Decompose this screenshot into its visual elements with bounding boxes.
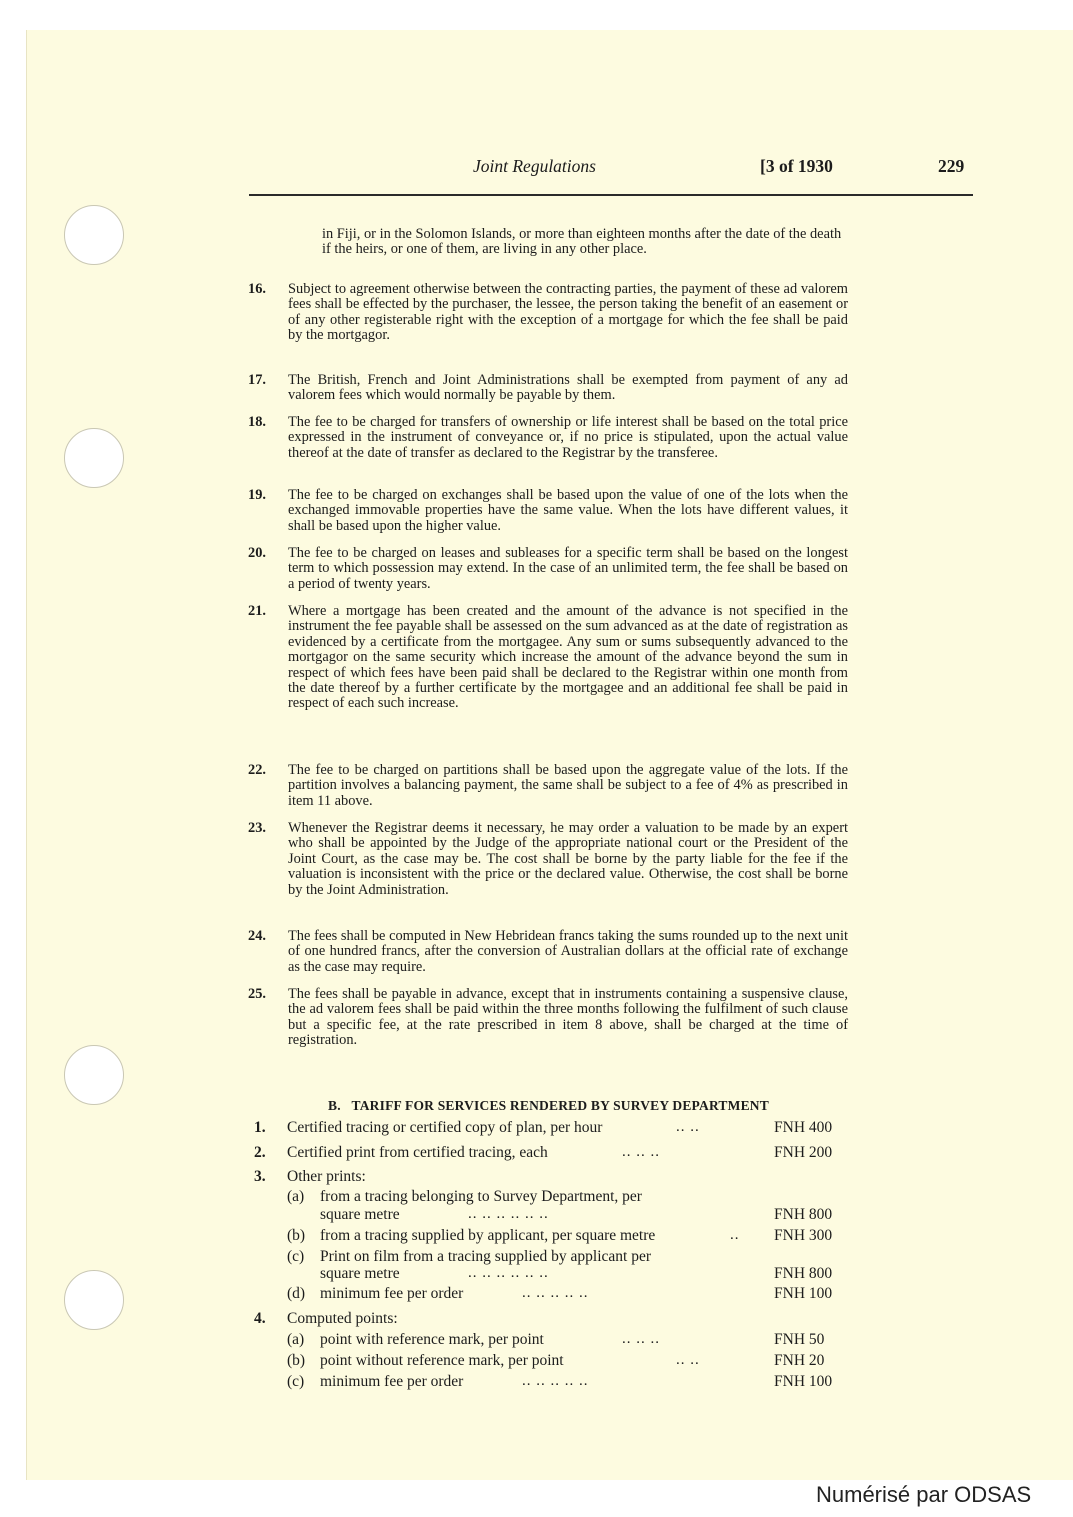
dot-leader: .. .. ..: [622, 1331, 660, 1347]
tariff-fee: FNH 300: [774, 1227, 833, 1244]
tariff-section-heading: [328, 1098, 769, 1114]
binder-hole: [64, 1270, 124, 1330]
binder-hole: [64, 1045, 124, 1105]
clause-text: The British, French and Joint Administrations shall be exempted from payment of any ad valorem fees which would normally be payable by them.: [288, 372, 848, 404]
dot-leader: .. ..: [676, 1352, 700, 1368]
dot-leader: .. .. .. .. .. ..: [468, 1265, 549, 1281]
tariff-item-number: 2.: [254, 1144, 266, 1161]
tariff-subitem-label: (a): [287, 1188, 305, 1205]
tariff-item-description-cont: square metre: [320, 1265, 400, 1282]
tariff-subitem-label: (c): [287, 1248, 305, 1265]
tariff-item-description: minimum fee per order: [320, 1285, 464, 1302]
tariff-item-description: Computed points:: [287, 1310, 398, 1327]
tariff-subitem-label: (b): [287, 1352, 306, 1369]
tariff-item-number: 4.: [254, 1310, 266, 1327]
clause-number: 18.: [248, 414, 266, 430]
clause-number: 20.: [248, 545, 266, 561]
clause: [248, 987, 848, 1049]
tariff-item-number: 1.: [254, 1119, 266, 1136]
clause-text: The fee to be charged for transfers of ownership or life interest shall be based on the total price expressed in the instrument of conveyance or, if no price is stipulated, upon the actual value thereof at the date of transfer as declared to the Registrar by the transferee.: [288, 414, 848, 461]
dot-leader: .. ..: [676, 1119, 700, 1135]
continuation-paragraph: in Fiji, or in the Solomon Islands, or more than eighteen months after the date of the death if the heirs, or one of them, are living in any other place.: [322, 226, 842, 258]
tariff-item-number: 3.: [254, 1168, 266, 1185]
dot-leader: ..: [730, 1227, 740, 1243]
tariff-item-description: Other prints:: [287, 1168, 366, 1185]
tariff-subitem-label: (d): [287, 1285, 306, 1302]
tariff-item-description-cont: square metre: [320, 1206, 400, 1223]
clause-number: 19.: [248, 487, 266, 503]
clause-number: 24.: [248, 928, 266, 944]
tariff-item-description: point with reference mark, per point: [320, 1331, 544, 1348]
section-letter: B.: [328, 1098, 341, 1113]
clause-number: 23.: [248, 820, 266, 836]
clause: [248, 415, 848, 461]
running-header-title: Joint Regulations: [473, 156, 596, 176]
tariff-item-description: minimum fee per order: [320, 1373, 464, 1390]
clause: [248, 373, 848, 404]
tariff-fee: FNH 800: [774, 1265, 833, 1282]
dot-leader: .. .. ..: [622, 1144, 660, 1160]
clause-text: The fees shall be computed in New Hebridean francs taking the sums rounded up to the next unit of one hundred francs, after the conversion of Australian dollars at the official rate of exchange as the case may require.: [288, 928, 848, 975]
dot-leader: .. .. .. .. ..: [522, 1285, 589, 1301]
clause: [248, 282, 848, 344]
page-number: 229: [938, 156, 965, 176]
tariff-item-description: Certified print from certified tracing, each: [287, 1144, 548, 1161]
tariff-fee: FNH 100: [774, 1373, 833, 1390]
tariff-subitem-label: (b): [287, 1227, 306, 1244]
tariff-item-description: point without reference mark, per point: [320, 1352, 564, 1369]
digitization-watermark: Numérisé par ODSAS: [816, 1482, 1032, 1507]
tariff-subitem-label: (a): [287, 1331, 305, 1348]
dot-leader: .. .. .. .. ..: [522, 1373, 589, 1389]
clause-number: 17.: [248, 372, 266, 388]
running-header-act: [3 of 1930: [760, 156, 833, 176]
tariff-fee: FNH 200: [774, 1144, 833, 1161]
tariff-fee: FNH 50: [774, 1331, 825, 1348]
clause: [248, 604, 848, 712]
clause-number: 16.: [248, 281, 266, 297]
clause-number: 25.: [248, 986, 266, 1002]
clause-text: The fee to be charged on leases and subleases for a specific term shall be based on the longest term to which possession may extend. In the case of an unlimited term, the fee shall be based on a period of twenty years.: [288, 545, 848, 592]
tariff-item-description: from a tracing supplied by applicant, per square metre: [320, 1227, 656, 1244]
clause-text: Subject to agreement otherwise between the contracting parties, the payment of these ad valorem fees shall be effected by the purchaser, the lessee, the person taking the benefit of an easement or of any other registerable right with the exception of a mortgage for which the fee shall be paid by the mortgagor.: [288, 281, 848, 344]
clause: [248, 488, 848, 534]
binder-hole: [64, 428, 124, 488]
dot-leader: .. .. .. .. .. ..: [468, 1206, 549, 1222]
clause-text: Whenever the Registrar deems it necessary, he may order a valuation to be made by an expert who shall be appointed by the Judge of the appropriate national court or the President of the Joint Court, as the case may be. The cost shall be borne by the party liable for the fee if the valuation is inconsistent with the price or the declared value. Otherwise, the cost shall be borne by the Joint Administration.: [288, 820, 848, 898]
clause-text: Where a mortgage has been created and the amount of the advance is not specified in the instrument the fee payable shall be assessed on the sum advanced as at the date of registration as evidenced by a certificate from the mortgagee. Any sum or sums subsequently advanced to the mortgagor on the same security which increase the amount of the advance beyond the sum in respect of which fees have been paid shall be declared to the Registrar within one month from the date thereof by a further certificate by the mortgagee and an additional fee shall be paid in respect of each such increase.: [288, 603, 848, 712]
clause-number: 21.: [248, 603, 266, 619]
clause: [248, 929, 848, 975]
clause-number: 22.: [248, 762, 266, 778]
section-title: TARIFF FOR SERVICES RENDERED BY SURVEY DEPARTMENT: [351, 1098, 769, 1113]
clause: [248, 821, 848, 898]
tariff-fee: FNH 100: [774, 1285, 833, 1302]
tariff-fee: FNH 20: [774, 1352, 825, 1369]
clause-text: The fee to be charged on partitions shall be based upon the aggregate value of the lots. If the partition involves a balancing payment, the same shall be subject to a fee of 4% as prescribed in item 11 above.: [288, 762, 848, 809]
clause: [248, 763, 848, 809]
tariff-fee: FNH 800: [774, 1206, 833, 1223]
binder-hole: [64, 205, 124, 265]
tariff-item-description: Print on film from a tracing supplied by applicant per: [320, 1248, 652, 1265]
tariff-subitem-label: (c): [287, 1373, 305, 1390]
clause-text: The fee to be charged on exchanges shall be based upon the value of one of the lots when the exchanged immovable properties have the same value. When the lots have different values, it shall be based upon the higher value.: [288, 487, 848, 534]
tariff-fee: FNH 400: [774, 1119, 833, 1136]
tariff-item-description: Certified tracing or certified copy of plan, per hour: [287, 1119, 603, 1136]
clause-text: The fees shall be payable in advance, except that in instruments containing a suspensive clause, the ad valorem fees shall be paid within the three months following the fulfilment of such clause but a specific fee, at the rate prescribed in item 8 above, shall be charged at the time of registration.: [288, 986, 848, 1049]
header-rule: [249, 194, 973, 196]
clause: [248, 546, 848, 592]
tariff-item-description: from a tracing belonging to Survey Department, per: [320, 1188, 642, 1205]
